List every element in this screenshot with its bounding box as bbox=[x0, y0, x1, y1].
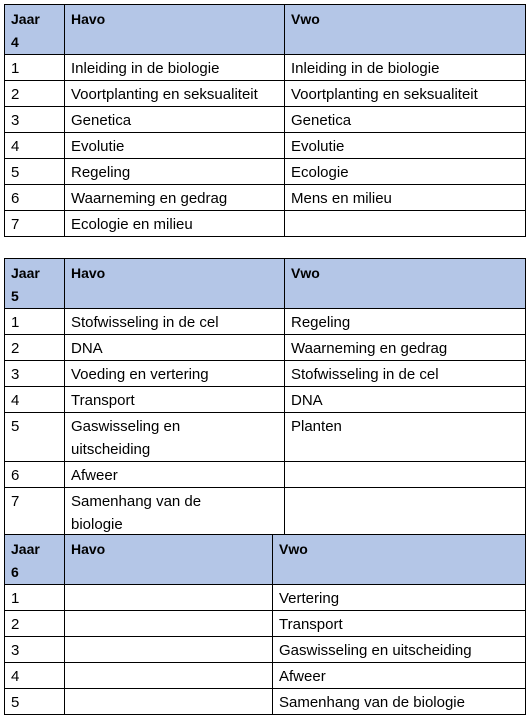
havo-cell: Voortplanting en seksualiteit bbox=[65, 81, 285, 107]
row-number: 7 bbox=[5, 211, 65, 237]
table-row bbox=[5, 637, 526, 663]
havo-cell bbox=[65, 663, 273, 689]
table-row bbox=[5, 185, 526, 211]
header-row bbox=[5, 259, 526, 309]
jaar-header bbox=[5, 259, 65, 309]
havo-cell bbox=[65, 585, 273, 611]
table-row bbox=[5, 689, 526, 715]
havo-cell: Samenhang van de biologie bbox=[65, 488, 285, 537]
row-number: 3 bbox=[5, 637, 65, 663]
vwo-cell: Planten bbox=[285, 413, 526, 462]
jaar-number: 6 bbox=[11, 564, 19, 580]
vwo-cell bbox=[285, 211, 526, 237]
row-number: 5 bbox=[5, 159, 65, 185]
vwo-cell: Stofwisseling in de cel bbox=[285, 361, 526, 387]
row-number: 1 bbox=[5, 309, 65, 335]
row-number: 2 bbox=[5, 335, 65, 361]
row-number: 4 bbox=[5, 133, 65, 159]
havo-cell: DNA bbox=[65, 335, 285, 361]
havo-cell bbox=[65, 637, 273, 663]
vwo-header: Vwo bbox=[273, 535, 526, 585]
curriculum-table-jaar-4 bbox=[4, 4, 526, 237]
vwo-cell: Genetica bbox=[285, 107, 526, 133]
row-number: 6 bbox=[5, 462, 65, 488]
havo-header: Havo bbox=[65, 535, 273, 585]
havo-cell: Genetica bbox=[65, 107, 285, 133]
table-row bbox=[5, 663, 526, 689]
table-row bbox=[5, 309, 526, 335]
vwo-cell bbox=[285, 488, 526, 537]
havo-cell bbox=[65, 689, 273, 715]
havo-header: Havo bbox=[65, 259, 285, 309]
table-row bbox=[5, 335, 526, 361]
table-row bbox=[5, 387, 526, 413]
havo-cell: Inleiding in de biologie bbox=[65, 55, 285, 81]
row-number: 3 bbox=[5, 107, 65, 133]
row-number: 6 bbox=[5, 185, 65, 211]
table-row bbox=[5, 585, 526, 611]
vwo-cell: Mens en milieu bbox=[285, 185, 526, 211]
row-number: 5 bbox=[5, 689, 65, 715]
jaar-header bbox=[5, 5, 65, 55]
vwo-cell: Transport bbox=[273, 611, 526, 637]
vwo-cell: Afweer bbox=[273, 663, 526, 689]
havo-cell: Waarneming en gedrag bbox=[65, 185, 285, 211]
vwo-cell: Inleiding in de biologie bbox=[285, 55, 526, 81]
havo-cell: Transport bbox=[65, 387, 285, 413]
jaar-label: Jaar bbox=[11, 11, 40, 27]
table-row bbox=[5, 133, 526, 159]
header-row bbox=[5, 535, 526, 585]
row-number: 3 bbox=[5, 361, 65, 387]
curriculum-table-jaar-6 bbox=[4, 534, 526, 715]
havo-cell: Stofwisseling in de cel bbox=[65, 309, 285, 335]
table-row bbox=[5, 159, 526, 185]
vwo-cell bbox=[285, 462, 526, 488]
jaar-header bbox=[5, 535, 65, 585]
vwo-cell: DNA bbox=[285, 387, 526, 413]
row-number: 2 bbox=[5, 611, 65, 637]
row-number: 5 bbox=[5, 413, 65, 462]
table-row bbox=[5, 488, 526, 537]
table-row bbox=[5, 413, 526, 462]
row-number: 4 bbox=[5, 663, 65, 689]
havo-cell bbox=[65, 611, 273, 637]
vwo-cell: Vertering bbox=[273, 585, 526, 611]
vwo-cell: Samenhang van de biologie bbox=[273, 689, 526, 715]
table-row bbox=[5, 107, 526, 133]
jaar-label: Jaar bbox=[11, 265, 40, 281]
havo-header: Havo bbox=[65, 5, 285, 55]
vwo-cell: Gaswisseling en uitscheiding bbox=[273, 637, 526, 663]
havo-cell: Regeling bbox=[65, 159, 285, 185]
vwo-header: Vwo bbox=[285, 259, 526, 309]
row-number: 2 bbox=[5, 81, 65, 107]
havo-cell: Gaswisseling en uitscheiding bbox=[65, 413, 285, 462]
row-number: 4 bbox=[5, 387, 65, 413]
vwo-cell: Voortplanting en seksualiteit bbox=[285, 81, 526, 107]
row-number: 7 bbox=[5, 488, 65, 537]
vwo-cell: Evolutie bbox=[285, 133, 526, 159]
table-row bbox=[5, 211, 526, 237]
vwo-header: Vwo bbox=[285, 5, 526, 55]
table-row bbox=[5, 81, 526, 107]
havo-cell: Afweer bbox=[65, 462, 285, 488]
table-row bbox=[5, 462, 526, 488]
table-row bbox=[5, 611, 526, 637]
jaar-number: 4 bbox=[11, 34, 19, 50]
vwo-cell: Regeling bbox=[285, 309, 526, 335]
header-row bbox=[5, 5, 526, 55]
jaar-label: Jaar bbox=[11, 541, 40, 557]
table-row bbox=[5, 55, 526, 81]
havo-cell: Evolutie bbox=[65, 133, 285, 159]
havo-cell: Voeding en vertering bbox=[65, 361, 285, 387]
vwo-cell: Ecologie bbox=[285, 159, 526, 185]
jaar-number: 5 bbox=[11, 288, 19, 304]
havo-cell: Ecologie en milieu bbox=[65, 211, 285, 237]
row-number: 1 bbox=[5, 55, 65, 81]
table-row bbox=[5, 361, 526, 387]
vwo-cell: Waarneming en gedrag bbox=[285, 335, 526, 361]
curriculum-table-jaar-5 bbox=[4, 258, 526, 537]
row-number: 1 bbox=[5, 585, 65, 611]
